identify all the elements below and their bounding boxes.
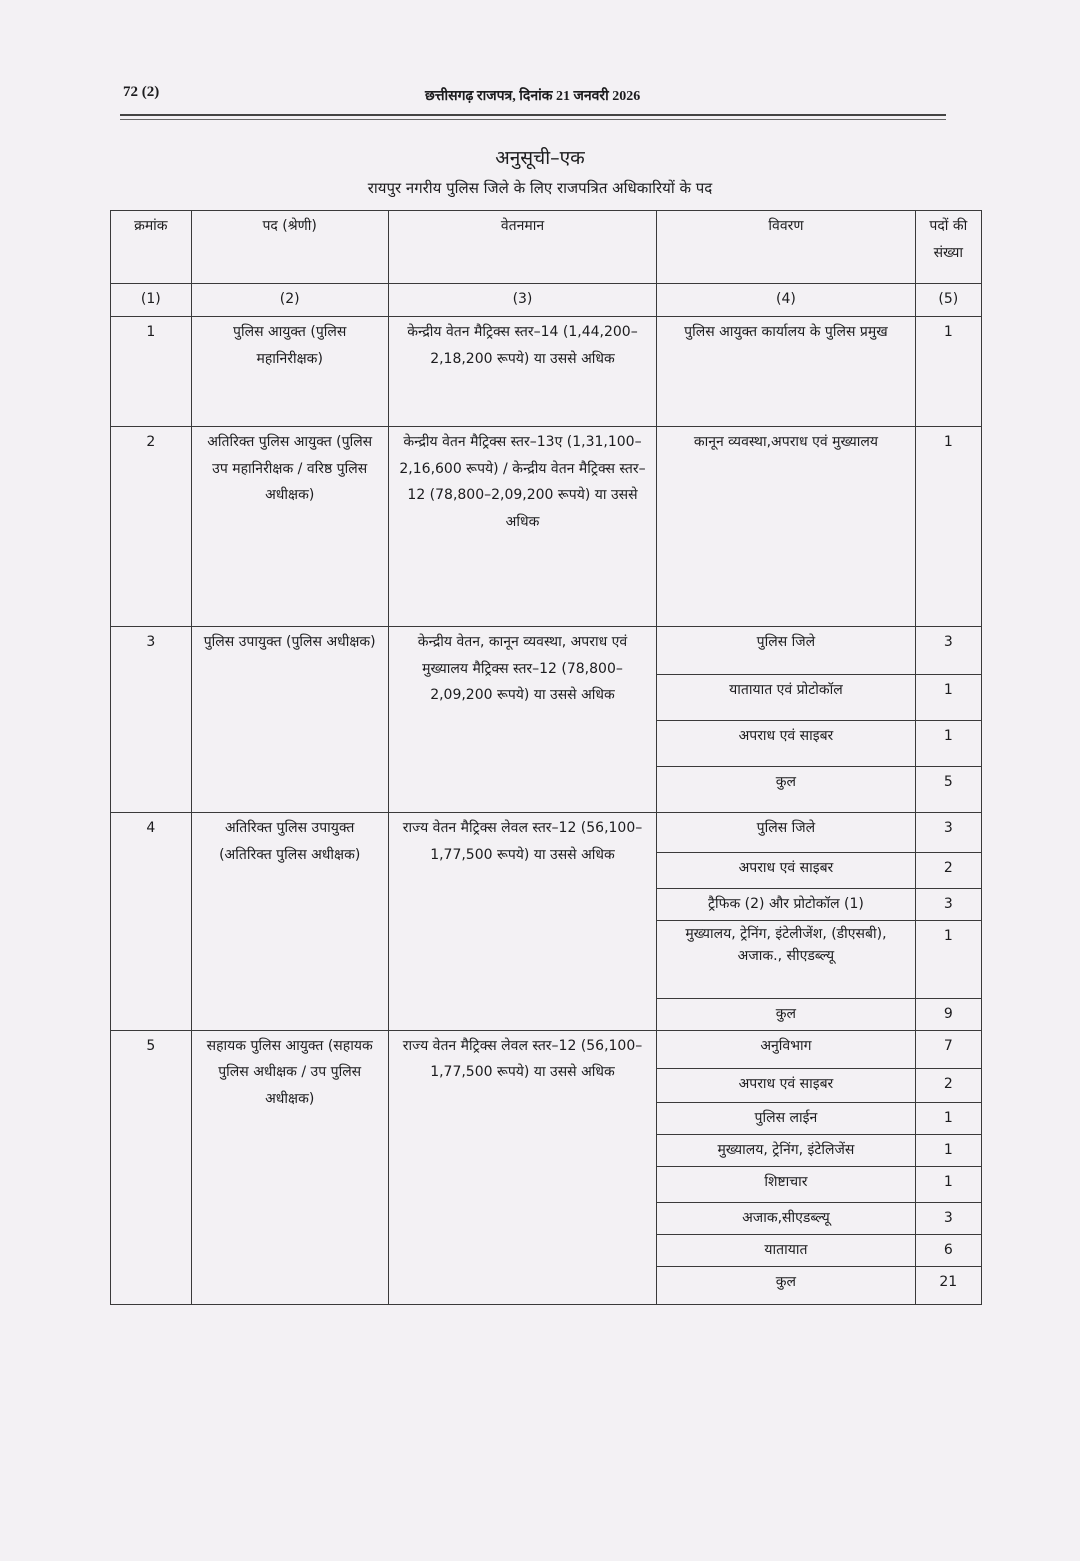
row-detail: कानून व्यवस्था,अपराध एवं मुख्यालय — [657, 427, 915, 627]
row-post: अतिरिक्त पुलिस आयुक्त (पुलिस उप महानिरीक्षक / वरिष्ठ पुलिस अधीक्षक) — [191, 427, 388, 627]
row-detail: शिष्टाचार — [657, 1166, 915, 1202]
row-detail: अजाक,सीएडब्ल्यू — [657, 1202, 915, 1234]
table-row — [111, 1030, 982, 1068]
row-sno: 1 — [111, 317, 192, 427]
row-count: 7 — [915, 1030, 981, 1068]
col-header-post: पद (श्रेणी) — [191, 211, 388, 284]
row-count: 1 — [915, 721, 981, 767]
row-pay: केन्द्रीय वेतन मैट्रिक्स स्तर–13ए (1,31,100–2,16,600 रूपये) / केन्द्रीय वेतन मैट्रिक्स स्तर–12 (78,800–2,09,200 रूपये) या उससे अधिक — [388, 427, 657, 627]
total-label: कुल — [657, 1266, 915, 1304]
row-sno: 2 — [111, 427, 192, 627]
col-header-pay: वेतनमान — [388, 211, 657, 284]
row-detail: अपराध एवं साइबर — [657, 853, 915, 889]
row-pay: केन्द्रीय वेतन, कानून व्यवस्था, अपराध एवं मुख्यालय मैट्रिक्स स्तर–12 (78,800–2,09,200 रूपये) या उससे अधिक — [388, 627, 657, 813]
row-detail: मुख्यालय, ट्रेनिंग, इंटेलीजेंश, (डीएसबी), अजाक., सीएडब्ल्यू — [657, 921, 915, 999]
schedule-title: अनुसूची–एक — [495, 147, 585, 169]
row-count: 3 — [915, 813, 981, 853]
row-count: 3 — [915, 889, 981, 921]
col-number: (3) — [388, 284, 657, 317]
row-pay: केन्द्रीय वेतन मैट्रिक्स स्तर–14 (1,44,200–2,18,200 रूपये) या उससे अधिक — [388, 317, 657, 427]
row-count: 6 — [915, 1234, 981, 1266]
gazette-title: छत्तीसगढ़ राजपत्र, दिनांक 21 जनवरी 2026 — [425, 89, 641, 104]
header-rule — [120, 114, 946, 116]
total-count: 9 — [915, 999, 981, 1031]
col-number: (4) — [657, 284, 915, 317]
row-detail: पुलिस आयुक्त कार्यालय के पुलिस प्रमुख — [657, 317, 915, 427]
row-count: 2 — [915, 853, 981, 889]
row-sno: 4 — [111, 813, 192, 1031]
row-detail: पुलिस जिले — [657, 627, 915, 675]
table-row — [111, 627, 982, 675]
header-rule-thin — [120, 119, 946, 120]
row-detail: अपराध एवं साइबर — [657, 721, 915, 767]
row-pay: राज्य वेतन मैट्रिक्स लेवल स्तर–12 (56,100–1,77,500 रूपये) या उससे अधिक — [388, 1030, 657, 1304]
row-post: अतिरिक्त पुलिस उपायुक्त (अतिरिक्त पुलिस अधीक्षक) — [191, 813, 388, 1031]
row-count: 2 — [915, 1068, 981, 1102]
row-count: 1 — [915, 1102, 981, 1134]
row-detail: यातायात — [657, 1234, 915, 1266]
row-post: पुलिस आयुक्त (पुलिस महानिरीक्षक) — [191, 317, 388, 427]
row-count: 3 — [915, 627, 981, 675]
total-count: 5 — [915, 767, 981, 813]
total-label: कुल — [657, 767, 915, 813]
table-row — [111, 317, 982, 427]
row-count: 1 — [915, 921, 981, 999]
table-row — [111, 813, 982, 853]
posts-table — [110, 210, 982, 1305]
col-number: (5) — [915, 284, 981, 317]
row-count: 1 — [915, 427, 981, 627]
table-row — [111, 427, 982, 627]
row-sno: 3 — [111, 627, 192, 813]
row-detail: यातायात एवं प्रोटोकॉल — [657, 675, 915, 721]
row-count: 1 — [915, 1166, 981, 1202]
row-detail: अपराध एवं साइबर — [657, 1068, 915, 1102]
row-post: सहायक पुलिस आयुक्त (सहायक पुलिस अधीक्षक / उप पुलिस अधीक्षक) — [191, 1030, 388, 1304]
schedule-subtitle: रायपुर नगरीय पुलिस जिले के लिए राजपत्रित अधिकारियों के पद — [367, 179, 713, 197]
col-number: (1) — [111, 284, 192, 317]
column-number-row — [111, 284, 982, 317]
row-pay: राज्य वेतन मैट्रिक्स लेवल स्तर–12 (56,100–1,77,500 रूपये) या उससे अधिक — [388, 813, 657, 1031]
row-detail: अनुविभाग — [657, 1030, 915, 1068]
col-header-sno: क्रमांक — [111, 211, 192, 284]
row-count: 1 — [915, 1134, 981, 1166]
row-count: 1 — [915, 317, 981, 427]
col-number: (2) — [191, 284, 388, 317]
row-detail: पुलिस जिले — [657, 813, 915, 853]
col-header-count: पदों की संख्या — [915, 211, 981, 284]
row-detail: पुलिस लाईन — [657, 1102, 915, 1134]
row-detail: ट्रैफिक (2) और प्रोटोकॉल (1) — [657, 889, 915, 921]
col-header-details: विवरण — [657, 211, 915, 284]
row-count: 1 — [915, 675, 981, 721]
row-detail: मुख्यालय, ट्रेनिंग, इंटेलिजेंस — [657, 1134, 915, 1166]
row-post: पुलिस उपायुक्त (पुलिस अधीक्षक) — [191, 627, 388, 813]
page-number: 72 (2) — [123, 84, 160, 100]
row-sno: 5 — [111, 1030, 192, 1304]
total-label: कुल — [657, 999, 915, 1031]
row-count: 3 — [915, 1202, 981, 1234]
table-header-row — [111, 211, 982, 284]
total-count: 21 — [915, 1266, 981, 1304]
